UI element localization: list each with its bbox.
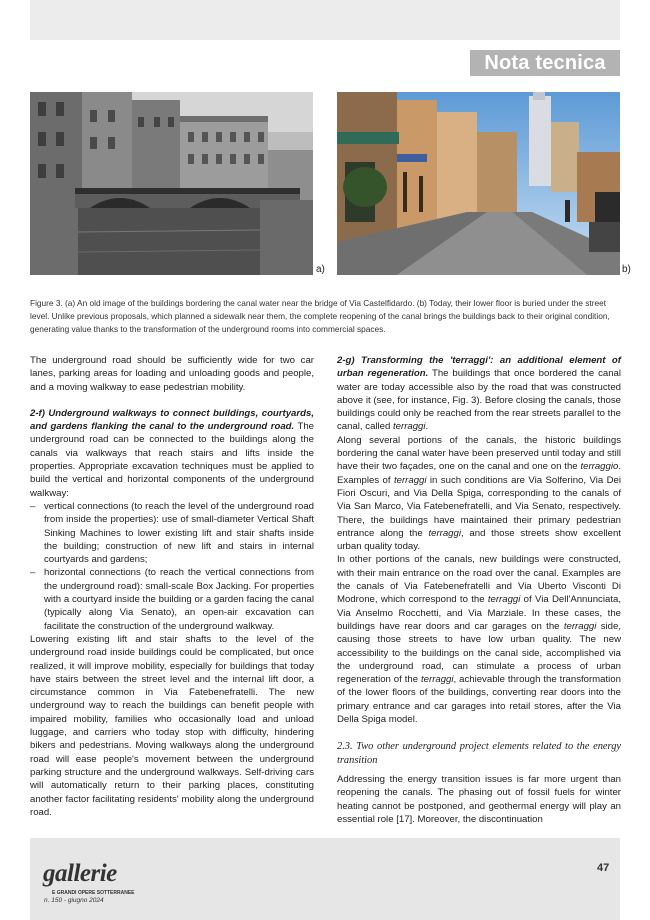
bullet-list [30,500,314,633]
page-footer [30,838,620,920]
paragraph-text: In other portions of the canals, new buildings were constructed, with their main entrance on the road over the canal. Examples are the canals of Via Fatebenefratelli and Via Uberto Visconti Di Modrone, which correspond to the [337,554,621,606]
paragraph [30,407,314,500]
journal-logo-subtitle: E GRANDI OPERE SOTTERRANEE [52,890,135,896]
term-terraggio: terraggio [580,461,619,473]
list-item: – vertical connections (to reach the level of the underground road from inside the properties): use of small-diameter Vertical Shaft Sinking Machines to lower existing lift and stair shafts inside the building; construction of new lift and stairs in internal courtyards and gardens; [30,500,314,566]
panel-label-a: a) [316,264,325,275]
paragraph [337,553,621,726]
panel-label-b: b) [622,264,631,275]
historic-canal-photo [30,92,313,275]
paragraph: Addressing the energy transition issues is far more urgent than reopening the canals. The phasing out of fossil fuels for winter heating cannot be postponed, and geothermal energy will play an essential role [17]. Moreover, the discontinuation [337,773,621,825]
term-terraggi: terraggi [487,594,521,606]
present-day-street-photo [337,92,620,275]
term-terraggi: terraggi [421,674,454,686]
figure-caption: Figure 3. (a) An old image of the buildings bordering the canal water near the bridge of Via Castelfidardo. (b) Today, their lower floor is buried under the street level. Unlike previous proposals, which planned a sidewalk near them, the complete reopening of the canal brings the buildings back to their original condition, generating value thanks to the transformation of the underground rooms into commercial spaces. [30,298,610,335]
term-terraggi: terraggi [393,421,426,433]
subsection-heading-2g: 2-g) Transforming the 'terraggi': an additional element of urban regeneration. [337,355,621,380]
paragraph-text: of Via Dell'Annunciata, Via Anselmo Rocchetti, and Via Marziale. In these cases, the buildings have rear doors and car garages on the [337,594,621,632]
paragraph-text: , and those streets show excellent urban quality today. [337,527,621,553]
page-number: 47 [597,862,610,874]
paragraph: The underground road should be sufficiently wide for two car lanes, parking areas for loading and unloading goods and people, and a moving walkway to ease pedestrian mobility. [30,355,314,393]
section-heading-2-3: 2.3. Two other underground project elements related to the energy transition [337,741,621,766]
paragraph-text: . [425,421,429,433]
paragraph [337,434,621,554]
paragraph-text: in such conditions are Via Solferino, Via Dei Fiori Oscuri, and Via Della Spiga, corresponding to the canals of Via San Marco, Via Fatebenefratelli, and Via Senato, respectively. There, the buildings have maintained their primary pedestrian entrance along the [337,474,621,539]
paragraph-text: The underground road can be connected to the buildings along the canals via walkways that reach stairs and lifts inside the properties. Appropriate excavation techniques must be applied to build the vertical and horizontal components of the underground walkway: [30,421,314,499]
paragraph-text: side, causing those streets to have low urban quality. The new accessibility to the buildings on the canal side, accomplished via the underground road, can stimulate a process of urban regeneration of the [337,620,622,686]
issue-info: n. 150 - giugno 2024 [44,897,104,904]
term-terraggi: terraggi [428,527,461,539]
paragraph: Lowering existing lift and stair shafts to the level of the underground road inside buildings could be complicated, but once realized, it will improve mobility, especially for buildings that today have stairs between the street level and the internal lift door, a circumstance common in Via Fatebenefratelli. The new underground way to reach the buildings can benefit people with impaired mobility, families who occasionally load and unload luggage, and carriers who today stop with difficulty, hindering bikers and pedestrians. Moving walkways along the underground road will ease people's movement between the underground parking structure and the underground walkways. Self-driving cars will automatically return to their parking places, constituting another factor facilitating residents' mobility along the underground road. [30,633,314,818]
term-terraggi: terraggi [563,620,597,632]
header-band [30,0,620,40]
paragraph-text: The buildings that once bordered the canal water are today accessible also by the road that was constructed above it (see, for instance, Fig. 3). Before closing the canals, those buildings could only be reached from the rear streets parallel to the canal, called [337,368,622,433]
list-item: – horizontal connections (to reach the vertical connections from the underground road): small-scale Box Jacking. For properties with a courtyard inside the building or a garden facing the canal (typically along Via Senato), an open-air excavation can facilitate the construction of the underground walkway. [30,566,314,632]
paragraph-text: , achievable through the transformation of the lower floors of the buildings, converting rear doors into the primary entrance and car garages into retail stores, after the Via Della Spiga model. [337,674,621,726]
term-terraggi: terraggi [393,474,427,486]
paragraph [337,354,621,434]
paragraph-text: Along several portions of the canals, the historic buildings bordering the canal water have been preserved until today and still have their two façades, one on the canal and one on the [337,434,621,473]
paragraph-text: . Examples of [337,461,621,486]
left-column [30,354,314,819]
subsection-heading-2f: 2-f) Underground walkways to connect buildings, courtyards, and gardens flanking the canal to the underground road. [30,407,314,433]
journal-logo: gallerie [43,860,117,887]
right-column [337,354,621,826]
section-tag: Nota tecnica [470,50,620,76]
